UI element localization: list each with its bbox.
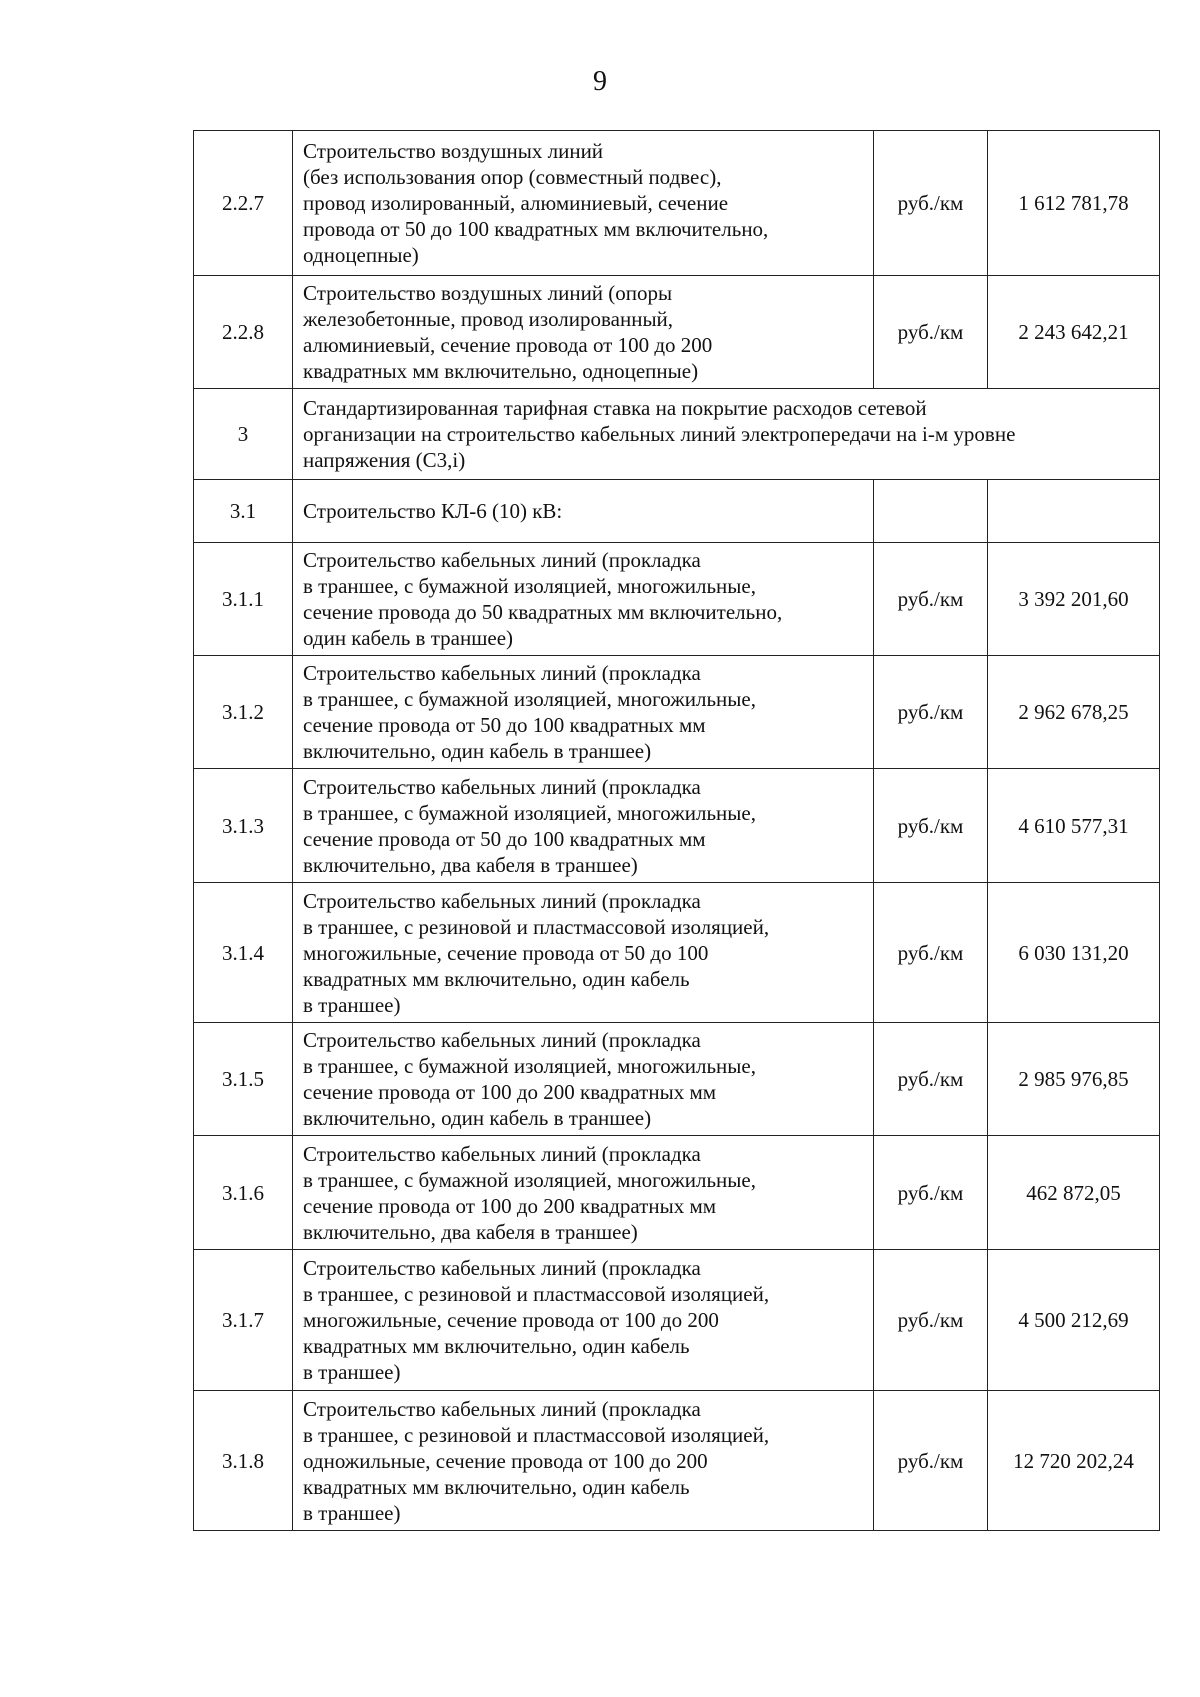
row-value: 1 612 781,78 bbox=[988, 131, 1160, 276]
row-description-text: Строительство кабельных линий (прокладка в траншее, с бумажной изоляцией, многожильные, сечение провода от 100 до 200 квадратных мм включительно, один кабель в траншее) bbox=[303, 1028, 756, 1130]
row-description-text: Строительство воздушных линий (опоры железобетонные, провод изолированный, алюминиевый, сечение провода от 100 до 200 квадратных мм включительно, одноцепные) bbox=[303, 281, 713, 383]
row-description bbox=[293, 1250, 874, 1391]
row-description-text: Строительство кабельных линий (прокладка в траншее, с резиновой и пластмассовой изоляцией, одножильные, сечение провода от 100 до 200 квадратных мм включительно, один кабель в траншее) bbox=[303, 1396, 770, 1525]
row-code: 3.1.3 bbox=[194, 769, 293, 883]
row-unit: руб./км bbox=[874, 131, 988, 276]
row-code: 3.1.8 bbox=[194, 1391, 293, 1531]
table-row bbox=[194, 543, 1160, 656]
row-description-text: Строительство кабельных линий (прокладка в траншее, с резиновой и пластмассовой изоляцией, многожильные, сечение провода от 50 до 100 квадратных мм включительно, один кабель в траншее) bbox=[303, 888, 770, 1017]
row-code: 3.1.6 bbox=[194, 1136, 293, 1250]
table-row bbox=[194, 883, 1160, 1023]
row-description bbox=[293, 276, 874, 389]
row-value: 3 392 201,60 bbox=[988, 543, 1160, 656]
row-code: 3.1 bbox=[194, 480, 293, 543]
row-description-text: Строительство кабельных линий (прокладка в траншее, с бумажной изоляцией, многожильные, сечение провода от 50 до 100 квадратных мм включительно, два кабеля в траншее) bbox=[303, 774, 756, 877]
row-description bbox=[293, 480, 874, 543]
section-row bbox=[194, 389, 1160, 480]
row-code: 2.2.7 bbox=[194, 131, 293, 276]
table-row bbox=[194, 1391, 1160, 1531]
row-description-text: Строительство кабельных линий (прокладка в траншее, с бумажной изоляцией, многожильные, сечение провода до 50 квадратных мм включительно, один кабель в траншее) bbox=[303, 548, 783, 650]
row-unit: руб./км bbox=[874, 1250, 988, 1391]
row-code: 3.1.5 bbox=[194, 1023, 293, 1136]
table-row bbox=[194, 769, 1160, 883]
table-row bbox=[194, 276, 1160, 389]
row-description-text: Строительство воздушных линий (без использования опор (совместный подвес), провод изолированный, алюминиевый, сечение провода от 50 до 100 квадратных мм включительно, одноцепные) bbox=[303, 139, 769, 267]
tariff-table bbox=[193, 130, 1160, 1531]
row-unit: руб./км bbox=[874, 1136, 988, 1250]
row-code: 3 bbox=[194, 389, 293, 480]
row-description bbox=[293, 1136, 874, 1250]
row-unit bbox=[874, 480, 988, 543]
row-description-text: Строительство кабельных линий (прокладка в траншее, с бумажной изоляцией, многожильные, сечение провода от 100 до 200 квадратных мм включительно, два кабеля в траншее) bbox=[303, 1141, 756, 1244]
table-row bbox=[194, 1023, 1160, 1136]
row-description bbox=[293, 883, 874, 1023]
row-code: 3.1.7 bbox=[194, 1250, 293, 1391]
row-unit: руб./км bbox=[874, 1023, 988, 1136]
row-unit: руб./км bbox=[874, 883, 988, 1023]
row-code: 3.1.1 bbox=[194, 543, 293, 656]
table-row bbox=[194, 656, 1160, 769]
table-row bbox=[194, 131, 1160, 276]
row-value: 6 030 131,20 bbox=[988, 883, 1160, 1023]
row-value: 2 985 976,85 bbox=[988, 1023, 1160, 1136]
row-code: 2.2.8 bbox=[194, 276, 293, 389]
row-description bbox=[293, 1023, 874, 1136]
row-description bbox=[293, 131, 874, 276]
row-code: 3.1.2 bbox=[194, 656, 293, 769]
row-value bbox=[988, 480, 1160, 543]
section-description bbox=[293, 389, 1160, 480]
row-description-text: Строительство кабельных линий (прокладка в траншее, с резиновой и пластмассовой изоляцией, многожильные, сечение провода от 100 до 200 квадратных мм включительно, один кабель в траншее) bbox=[303, 1256, 770, 1384]
row-value: 2 962 678,25 bbox=[988, 656, 1160, 769]
table-row bbox=[194, 1136, 1160, 1250]
row-unit: руб./км bbox=[874, 276, 988, 389]
section-description-text: Стандартизированная тарифная ставка на покрытие расходов сетевой организации на строительство кабельных линий электропередачи на i-м уровне напряжения (С3,i) bbox=[303, 396, 1016, 472]
row-value: 462 872,05 bbox=[988, 1136, 1160, 1250]
row-unit: руб./км bbox=[874, 656, 988, 769]
row-code: 3.1.4 bbox=[194, 883, 293, 1023]
row-unit: руб./км bbox=[874, 769, 988, 883]
table-row bbox=[194, 1250, 1160, 1391]
row-description-text: Строительство кабельных линий (прокладка в траншее, с бумажной изоляцией, многожильные, сечение провода от 50 до 100 квадратных мм включительно, один кабель в траншее) bbox=[303, 661, 756, 763]
row-unit: руб./км bbox=[874, 543, 988, 656]
row-description bbox=[293, 543, 874, 656]
page-number: 9 bbox=[593, 66, 607, 97]
row-value: 4 500 212,69 bbox=[988, 1250, 1160, 1391]
row-value: 2 243 642,21 bbox=[988, 276, 1160, 389]
row-description bbox=[293, 769, 874, 883]
row-value: 4 610 577,31 bbox=[988, 769, 1160, 883]
row-unit: руб./км bbox=[874, 1391, 988, 1531]
row-description-text: Строительство КЛ-6 (10) кВ: bbox=[303, 499, 563, 523]
subsection-row bbox=[194, 480, 1160, 543]
row-value: 12 720 202,24 bbox=[988, 1391, 1160, 1531]
row-description bbox=[293, 656, 874, 769]
row-description bbox=[293, 1391, 874, 1531]
